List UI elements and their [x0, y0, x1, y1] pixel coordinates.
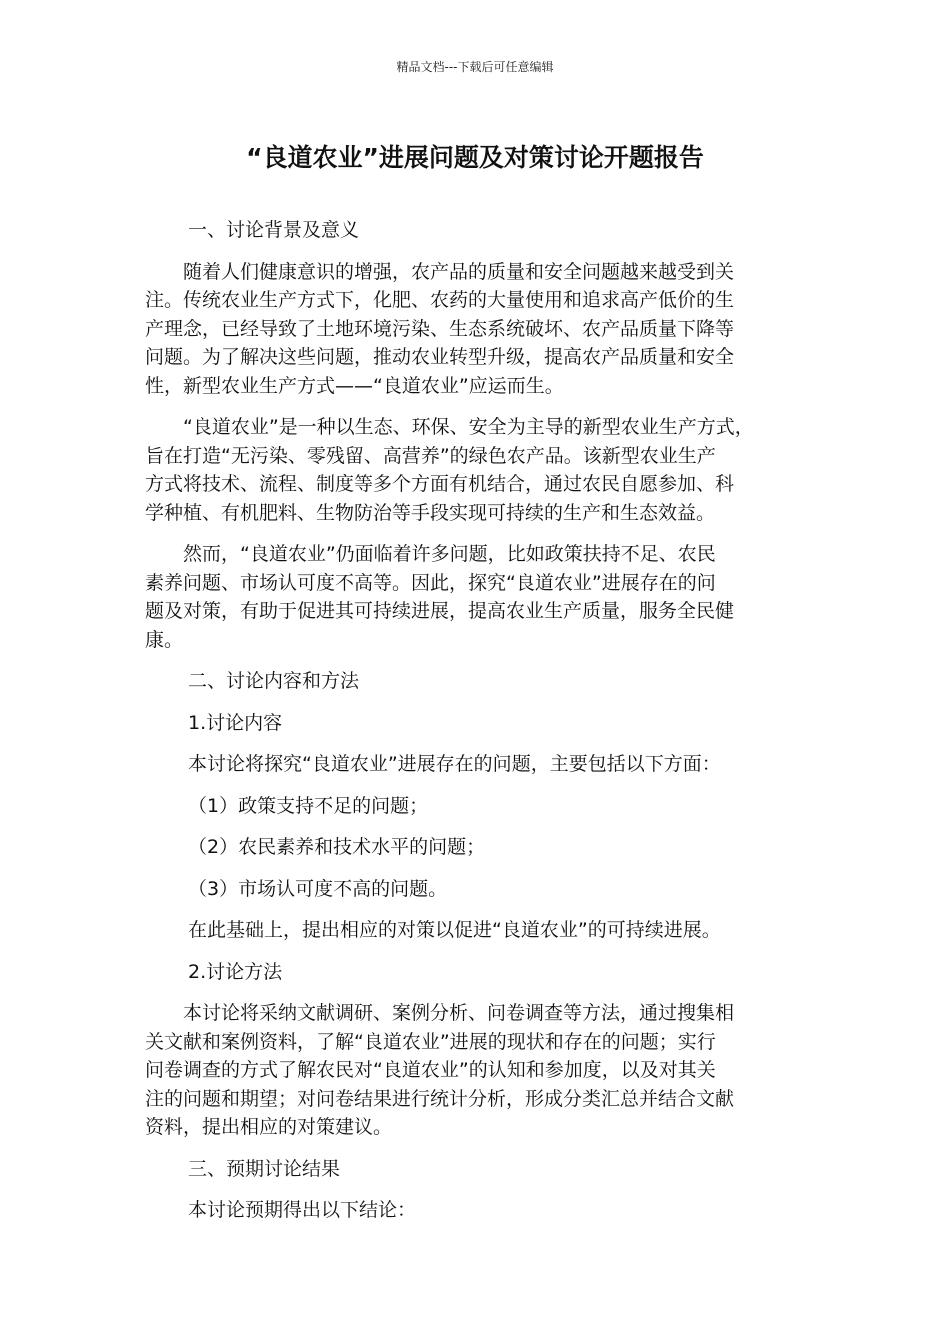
- paragraph-line: 性，新型农业生产方式——“良道农业”应运而生。: [145, 374, 564, 397]
- paragraph-line: 问题。为了解决这些问题，推动农业转型升级，提高农产品质量和安全: [145, 346, 735, 368]
- paragraph-line: 资料，提出相应的对策建议。: [145, 1116, 393, 1138]
- paragraph-line: 随着人们健康意识的增强，农产品的质量和安全问题越来越受到关: [183, 260, 735, 283]
- section-2-method-paragraph: [145, 999, 810, 1142]
- paragraph-line: 素养问题、市场认可度不高等。因此，探究“良道农业”进展存在的问: [145, 571, 716, 594]
- paragraph-line: 本讨论将采纳文献调研、案例分析、问卷调查等方法，通过搜集相: [183, 1002, 735, 1024]
- paragraph-line: “良道农业”是一种以生态、环保、安全为主导的新型农业生产方式，: [183, 416, 754, 438]
- paragraph-line: 旨在打造“无污染、零残留、高营养”的绿色农产品。该新型农业生产: [145, 444, 716, 467]
- document-body: [145, 216, 810, 1238]
- section-1-heading: 一、讨论背景及意义: [188, 219, 360, 241]
- paragraph-line: 题及对策，有助于促进其可持续进展，提高农业生产质量，服务全民健: [145, 600, 735, 622]
- section-3-heading: 三、预期讨论结果: [188, 1157, 341, 1180]
- paragraph-line: 学种植、有机肥料、生物防治等手段实现可持续的生产和生态效益。: [145, 501, 716, 524]
- section-2-intro: 本讨论将探究“良道农业”进展存在的问题，主要包括以下方面：: [188, 753, 721, 775]
- section-1-paragraph-1: [145, 258, 810, 401]
- list-item: （1）政策支持不足的问题；: [188, 794, 429, 817]
- header-note: 精品文档---下载后可任意编辑: [396, 60, 554, 74]
- paragraph-line: 产理念，已经导致了土地环境污染、生态系统破坏、农产品质量下降等: [145, 317, 735, 340]
- list-item: （2）农民素养和技术水平的问题；: [188, 836, 486, 858]
- section-2-subheading-method: 2.讨论方法: [188, 960, 283, 983]
- paragraph-line: 注。传统农业生产方式下，化肥、农药的大量使用和追求高产低价的生: [145, 289, 735, 311]
- section-1-paragraph-3: [145, 540, 810, 654]
- section-3-intro: 本讨论预期得出以下结论：: [188, 1199, 417, 1221]
- paragraph-line: 康。: [145, 628, 184, 651]
- paragraph-line: 关文献和案例资料，了解“良道农业”进展的现状和存在的问题；实行: [145, 1030, 716, 1053]
- paragraph-line: 注的问题和期望；对问卷结果进行统计分析，形成分类汇总并结合文献: [145, 1087, 735, 1110]
- document-title: “良道农业”进展问题及对策讨论开题报告: [246, 143, 704, 172]
- section-1-paragraph-2: [145, 413, 810, 527]
- section-2-heading: 二、讨论内容和方法: [188, 670, 360, 692]
- paragraph-line: 方式将技术、流程、制度等多个方面有机结合，通过农民自愿参加、科: [145, 473, 735, 495]
- paragraph-line: 问卷调查的方式了解农民对“良道农业”的认知和参加度，以及对其关: [145, 1059, 716, 1081]
- section-2-subheading-content: 1.讨论内容: [188, 711, 283, 734]
- paragraph-line: 然而，“良道农业”仍面临着许多问题，比如政策扶持不足、农民: [183, 543, 716, 565]
- section-2-conclusion: 在此基础上，提出相应的对策以促进“良道农业”的可持续进展。: [188, 919, 721, 941]
- list-item: （3）市场认可度不高的问题。: [188, 877, 448, 900]
